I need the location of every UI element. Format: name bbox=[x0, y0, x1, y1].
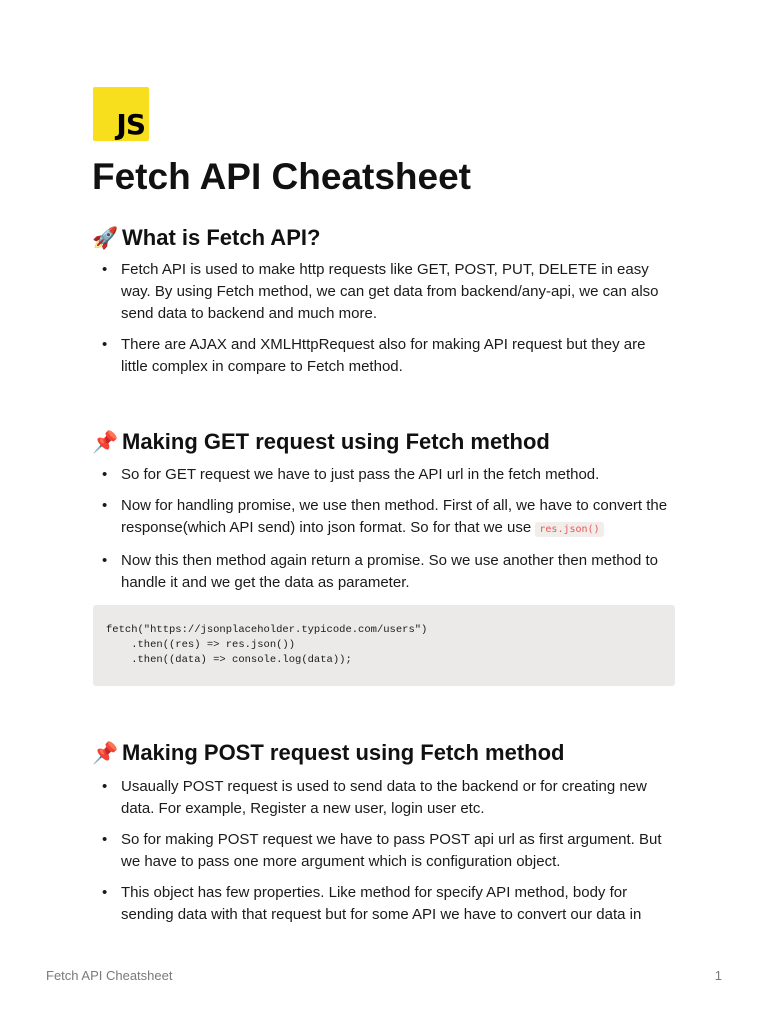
section-heading-post-request bbox=[92, 739, 565, 767]
list-item-text: This object has few properties. Like method for specify API method, body for sending data with that request but for some API we have to convert our data in bbox=[121, 884, 642, 923]
bullet-list-post-request bbox=[92, 776, 668, 935]
page-title: Fetch API Cheatsheet bbox=[92, 156, 471, 197]
bullet-dot: • bbox=[102, 336, 108, 353]
section-heading-get-request bbox=[92, 428, 550, 456]
code-line: fetch("https://jsonplaceholder.typicode.com/users") bbox=[106, 624, 428, 636]
bullet-dot: • bbox=[102, 466, 108, 483]
list-item-text: Fetch API is used to make http requests like GET, POST, PUT, DELETE in easy way. By using Fetch method, we can get data from backend/any-api, we can also send data to backend and much more. bbox=[121, 261, 659, 322]
code-line: .then((data) => console.log(data)); bbox=[106, 654, 352, 666]
list-item bbox=[92, 259, 668, 325]
bullet-list-what-is-fetch bbox=[92, 259, 668, 387]
section-heading-text: Making POST request using Fetch method bbox=[122, 740, 565, 765]
bullet-dot: • bbox=[102, 884, 108, 901]
footer-document-title: Fetch API Cheatsheet bbox=[46, 968, 173, 983]
list-item bbox=[92, 495, 668, 541]
javascript-logo bbox=[93, 87, 149, 141]
section-heading-text: Making GET request using Fetch method bbox=[122, 429, 550, 454]
section-heading-text: What is Fetch API? bbox=[122, 225, 321, 250]
bullet-list-get-request bbox=[92, 464, 668, 603]
list-item-text: So for GET request we have to just pass the API url in the fetch method. bbox=[121, 466, 600, 483]
code-line: .then((res) => res.json()) bbox=[106, 639, 296, 651]
list-item bbox=[92, 776, 668, 820]
bullet-dot: • bbox=[102, 831, 108, 848]
list-item-text: So for making POST request we have to pass POST api url as first argument. But we have to pass one more argument which is configuration object. bbox=[121, 831, 662, 870]
pushpin-icon: 📌 bbox=[92, 430, 119, 454]
list-item-text: Usaually POST request is used to send data to the backend or for creating new data. For example, Register a new user, login user etc. bbox=[121, 778, 647, 817]
rocket-icon: 🚀 bbox=[92, 226, 119, 250]
list-item bbox=[92, 334, 668, 378]
footer-page-number: 1 bbox=[714, 968, 722, 983]
list-item bbox=[92, 550, 668, 594]
inline-code: res.json() bbox=[535, 522, 603, 537]
bullet-dot: • bbox=[102, 778, 108, 795]
list-item-text: Now for handling promise, we use then method. First of all, we have to convert the response(which API send) into json format. So for that we use bbox=[121, 497, 668, 536]
bullet-dot: • bbox=[102, 552, 108, 569]
list-item-text: Now this then method again return a promise. So we use another then method to handle it and we get the data as parameter. bbox=[121, 552, 658, 591]
list-item bbox=[92, 829, 668, 873]
pushpin-icon: 📌 bbox=[92, 741, 119, 765]
bullet-dot: • bbox=[102, 497, 108, 514]
section-heading-what-is-fetch bbox=[92, 224, 320, 252]
logo-text: JS bbox=[116, 108, 145, 141]
bullet-dot: • bbox=[102, 261, 108, 278]
list-item bbox=[92, 882, 668, 926]
list-item bbox=[92, 464, 668, 486]
code-block bbox=[93, 605, 675, 686]
list-item-text: There are AJAX and XMLHttpRequest also for making API request but they are little complex in compare to Fetch method. bbox=[121, 336, 646, 375]
